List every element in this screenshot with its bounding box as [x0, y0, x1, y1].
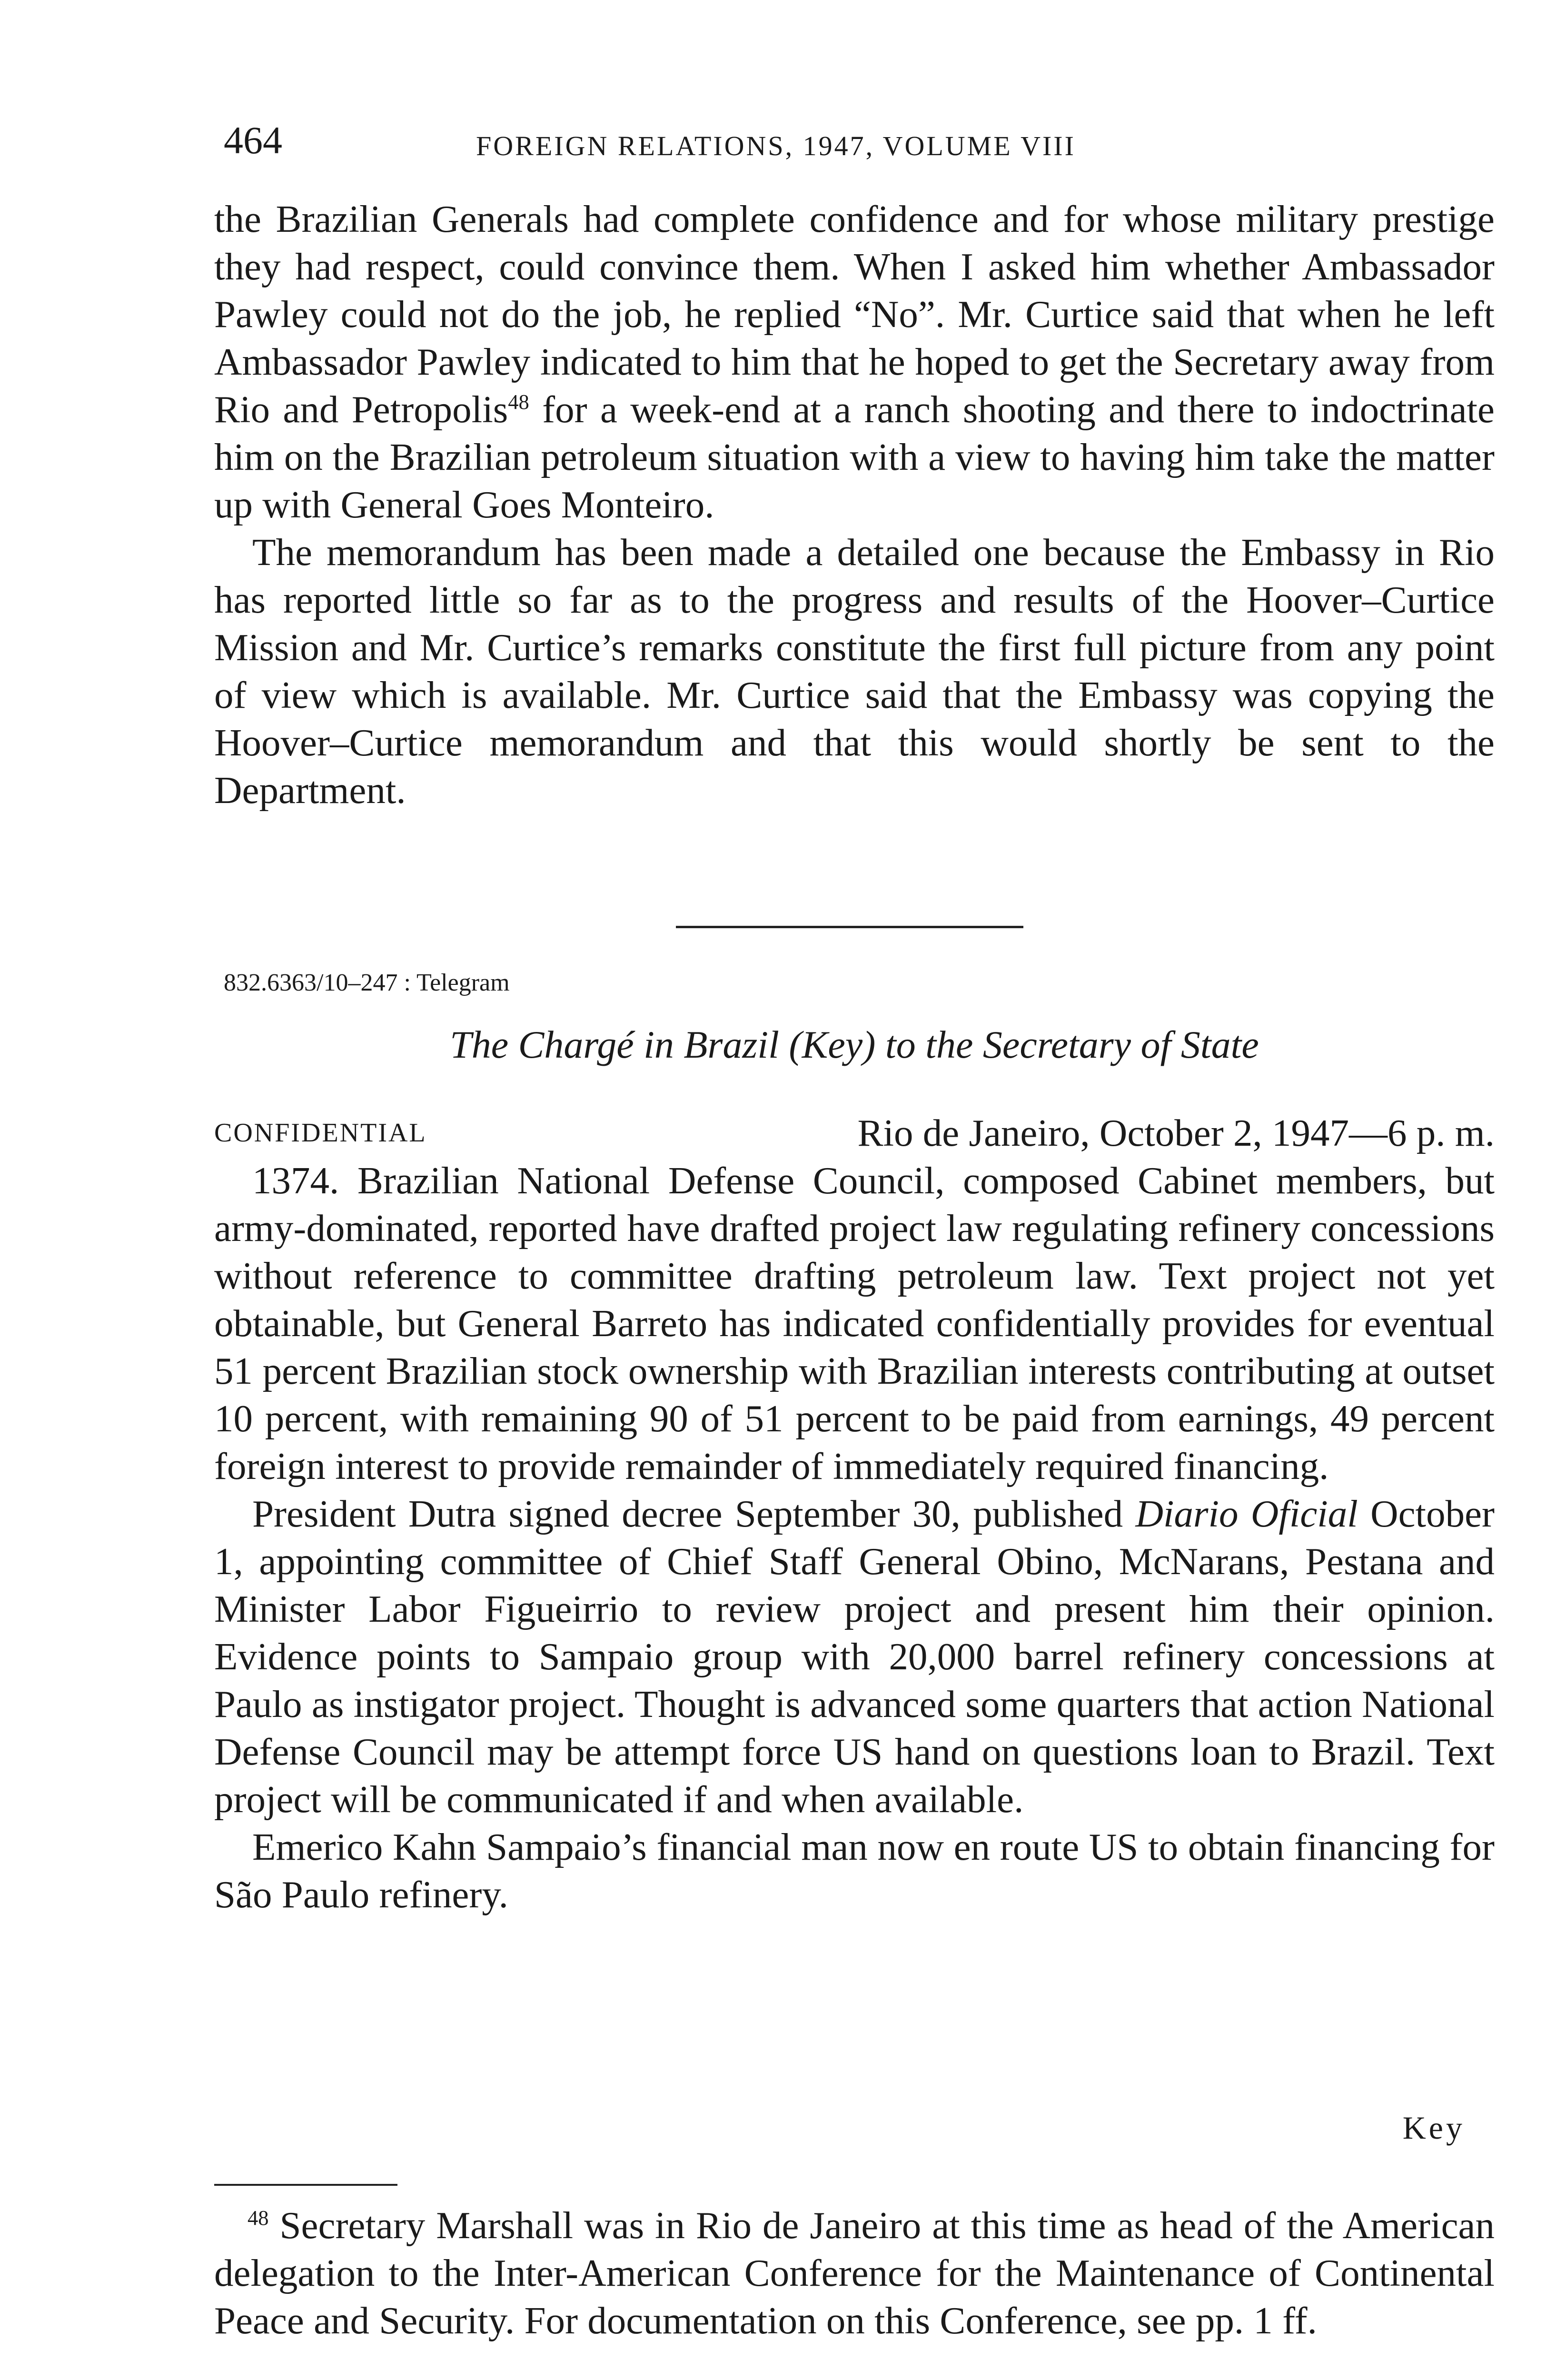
- footnote-number: 48: [248, 2206, 269, 2230]
- telegram-paragraph: 1374. Brazilian National Defense Council, composed Cabinet members, but army-dominated, reported have drafted project law regulating refinery concessions without reference to committee drafting petroleum law. Text project not yet obtainable, but General Barreto has indicated confidentially provides for eventual 51 percent Brazilian stock ownership with Brazilian interests contributing at outset 10 percent, with remaining 90 of 51 percent to be paid from earnings, 49 percent foreign interest to provide remainder of immediately required financing.: [214, 1159, 1495, 1488]
- footnote-reference[interactable]: 48: [508, 390, 529, 414]
- memorandum-paragraph: The memorandum has been made a detailed one because the Embassy in Rio has reported little so far as to the progress and results of the Hoover–Curtice Mission and Mr. Curtice’s remarks constitute the first full picture from any point of view which is available. Mr. Curtice said that the Embassy was copying the Hoover–Curtice memorandum and that this would shortly be sent to the Department.: [214, 531, 1495, 812]
- memorandum-paragraph: the Brazilian Generals had complete confidence and for whose military prestige they had respect, could convince them. When I asked him whether Ambassador Pawley could not do the job, he replied “No”. Mr. Curtice said that when he left Ambassador Pawley indicated to him that he hoped to get the Secretary away from Rio and Petropolis$^{48}$ for a week-end at a ranch shooting and there to indoctrinate him on the Brazilian petroleum situation with a view to having him take the matter up with General Goes Monteiro.: [214, 198, 1495, 526]
- file-reference: 832.6363/10–247 : Telegram: [224, 969, 510, 996]
- telegram-paragraph: President Dutra signed decree September 30, published Diario Oficial October 1, appointing committee of Chief Staff General Obino, McNarans, Pestana and Minister Labor Figueirrio to review project and present him their opinion. Evidence points to Sampaio group with 20,000 barrel refinery concessions at Paulo as instigator project. Thought is advanced some quarters that action National Defense Council may be attempt force US hand on questions loan to Brazil. Text project will be communicated if and when available.: [214, 1492, 1495, 1821]
- footnote-divider: [214, 2184, 397, 2186]
- page-number: 464: [224, 119, 282, 162]
- classification-label: CONFIDENTIAL: [214, 1118, 427, 1148]
- footnote: $^{48}$ Secretary Marshall was in Rio de Janeiro at this time as head of the American delegation to the Inter-American Conference for the Maintenance of Continental Peace and Security. For documentation on this Conference, see pp. 1 ff.: [214, 2204, 1495, 2342]
- signature: Key: [1402, 2110, 1465, 2146]
- telegram-body: [214, 1157, 1495, 1918]
- telegram-paragraph: Emerico Kahn Sampaio’s financial man now en route US to obtain financing for São Paulo refinery.: [214, 1825, 1495, 1916]
- dateline: Rio de Janeiro, October 2, 1947—6 p. m.: [857, 1111, 1495, 1154]
- memorandum-continuation: [214, 195, 1495, 814]
- section-divider: [676, 926, 1023, 928]
- running-head: FOREIGN RELATIONS, 1947, VOLUME VIII: [476, 130, 1076, 161]
- document-title: The Chargé in Brazil (Key) to the Secretary of State: [450, 1023, 1259, 1066]
- page-header: [224, 114, 1480, 167]
